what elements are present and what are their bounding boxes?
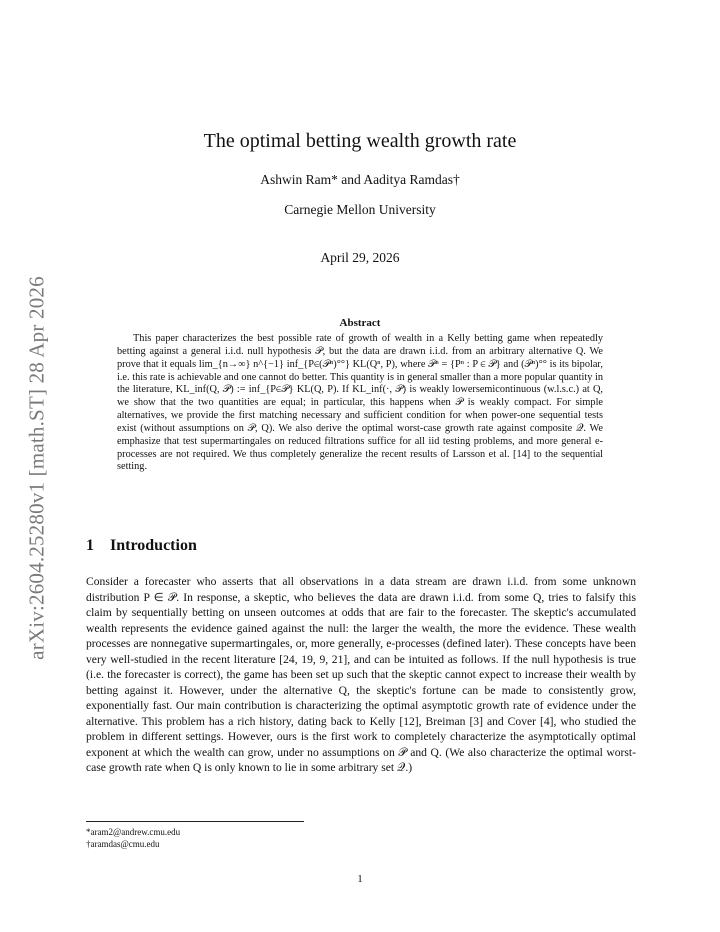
abstract-body: This paper characterizes the best possible rate of growth of wealth in a Kelly betting game when repeatedly betting against a general i.i.d. null hypothesis 𝒫, but the data are drawn i.i.d. from an arbitrary alternative Q. We prove that it equals lim_{n→∞} n^{−1} inf_{P∈(𝒫ⁿ)°°} KL(Qⁿ, P), where 𝒫ⁿ = {Pⁿ : P ∈ 𝒫} and (𝒫ⁿ)°° is its bipolar, i.e. this rate is achievable and one cannot do better. This quantity is in general smaller than a more popular quantity in the literature, KL_inf(Q, 𝒫) := inf_{P∈𝒫} KL(Q, P). If KL_inf(·, 𝒫) is weakly lowersemicontinuous (w.l.s.c.) at Q, we show that the two quantities are equal; in particular, this happens when 𝒫 is weakly compact. For simple alternatives, we provide the first matching necessary and sufficient condition for when power-one sequential tests exist (without assumptions on 𝒫, Q). We also derive the optimal worst-case growth rate against composite 𝒬. We emphasize that test supermartingales on reduced filtrations suffice for all iid testing problems, and more general e-processes are not required. We thus completely generalize the recent results of Larsson et al. [14] to the sequential setting.: [117, 333, 603, 473]
affiliation: Carnegie Mellon University: [284, 202, 436, 217]
intro-paragraph: Consider a forecaster who asserts that all observations in a data stream are drawn i.i.d. from some unknown distribution P ∈ 𝒫. In response, a skeptic, who believes the data are drawn i.i.d. from some Q, tries to falsify this claim by sequentially betting on unseen outcomes at odds that are fair to the forecaster. The skeptic's accumulated wealth represents the evidence gained against the null: the larger the wealth, the more the evidence. These wealth processes are nonnegative supermartingales, or, more generally, e-processes (defined later). These concepts have been very well-studied in the recent literature [24, 19, 9, 21], and can be intuited as follows. If the null hypothesis is true (i.e. the forecaster is correct), the game has been set up such that the skeptic cannot expect to increase their wealth by betting against it. However, under the alternative Q, the skeptic's fortune can be made to consistently grow, exponentially fast. Our main contribution is characterizing the optimal asymptotic growth rate of evidence under the alternative. This problem has a rich history, dating back to Kelly [12], Breiman [3] and Cover [4], who studied the problem in different settings. However, ours is the first work to completely characterize the asymptotically optimal exponent at which the wealth can grow, under no assumptions on 𝒫 and Q. (We also characterize the optimal worst-case growth rate when Q is only known to lie in some arbitrary set 𝒬.): [86, 575, 636, 774]
section-heading: [86, 537, 197, 555]
date: April 29, 2026: [320, 250, 400, 265]
footnote-1: *aram2@andrew.cmu.edu: [86, 827, 181, 837]
abstract-heading: Abstract: [339, 317, 381, 329]
paper-title: The optimal betting wealth growth rate: [203, 130, 517, 152]
footnote-rule: [86, 821, 304, 822]
arxiv-stamp: [20, 248, 54, 688]
footnotes: [86, 826, 180, 850]
section-number: 1: [86, 537, 94, 554]
page-number: 1: [357, 873, 363, 885]
authors: Ashwin Ram* and Aaditya Ramdas†: [260, 172, 460, 187]
footnote-2: †aramdas@cmu.edu: [86, 839, 160, 849]
section-title: Introduction: [110, 537, 197, 554]
arxiv-stamp-text: arXiv:2604.25280v1 [math.ST] 28 Apr 2026: [24, 276, 49, 660]
